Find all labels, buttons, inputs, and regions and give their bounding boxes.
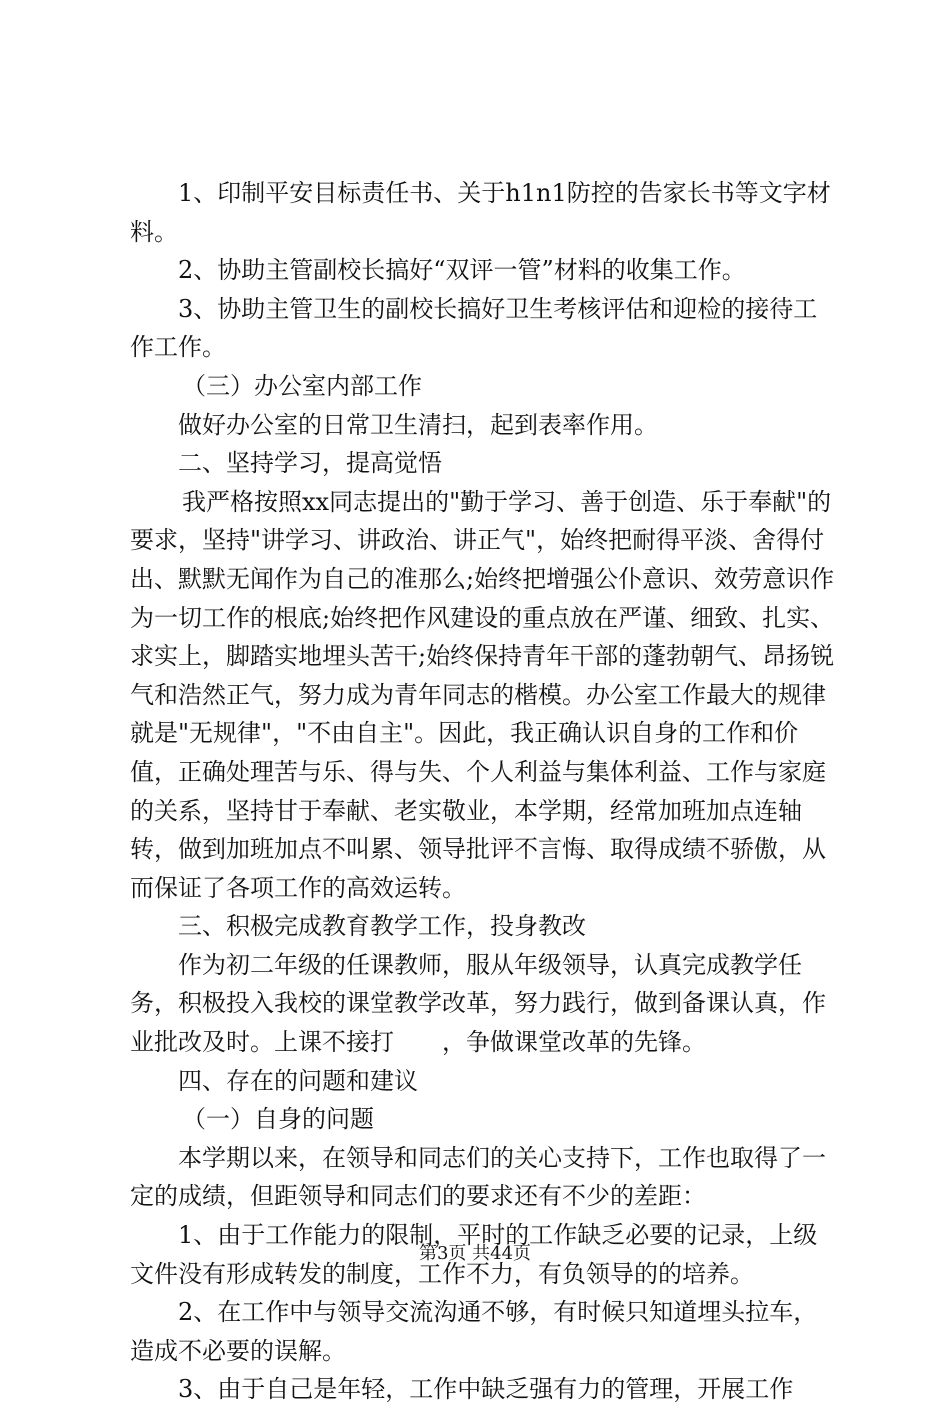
paragraph-problems-intro: 本学期以来，在领导和同志们的关心支持下，工作也取得了一定的成绩，但距领导和同志们的要求还有不少的差距： [130,1143,826,1211]
page-number-footer: 第3页 共44页 [418,1243,532,1264]
paragraph-item-1: 1、印制平安目标责任书、关于h1n1防控的告家长书等文字材料。 [130,179,831,246]
problem-item-1: 1、由于工作能力的限制，平时的工作缺乏必要的记录，上级文件没有形成转发的制度，工作不力，有负领导的的培养。 [130,1221,818,1288]
section-heading-study: 二、坚持学习，提高觉悟 [178,449,442,478]
paragraph-office-cleaning: 做好办公室的日常卫生清扫，起到表率作用。 [178,410,658,439]
section-heading-problems: 四、存在的问题和建议 [178,1066,418,1095]
paragraph-item-3: 3、协助主管卫生的副校长搞好卫生考核评估和迎检的接待工作工作。 [130,294,818,362]
section-heading-office-internal: （三）办公室内部工作 [182,371,422,400]
paragraph-study: 我严格按照xx同志提出的"勤于学习、善于创造、乐于奉献"的要求，坚持"讲学习、讲政治、讲正气"，始终把耐得平淡、舍得付出、默默无闻作为自己的准那么;始终把增强公仆意识、效劳意识作为一切工作的根底;始终把作风建设的重点放在严谨、细致、扎实、求实上，脚踏实地埋头苦干;始终保持青年干部的蓬勃朝气、昂扬锐气和浩然正气，努力成为青年同志的楷模。办公室工作最大的规律就是"无规律"，"不由自主"。因此，我正确认识自身的工作和价值，正确处理苦与乐、得与失、个人利益与集体利益、工作与家庭的关系，坚持甘于奉献、老实敬业，本学期，经常加班加点连轴转，做到加班加点不叫累、领导批评不言悔、取得成绩不骄傲，从而保证了各项工作的高效运转。 [130,487,835,902]
document-body [130,174,835,1409]
paragraph-item-2: 2、协助主管副校长搞好“双评一管”材料的收集工作。 [178,256,746,285]
paragraph-teaching: 作为初二年级的任课教师，服从年级领导，认真完成教学任务，积极投入我校的课堂教学改革，努力践行，做到备课认真，作业批改及时。上课不接打 ，争做课堂改革的先锋。 [130,950,826,1057]
section-heading-teaching: 三、积极完成教育教学工作，投身教改 [178,912,586,941]
problem-item-2: 2、在工作中与领导交流沟通不够，有时候只知道埋头拉车，造成不必要的误解。 [130,1298,818,1365]
problem-item-3: 3、由于自己是年轻，工作中缺乏强有力的管理，开展工作 [178,1375,794,1404]
section-heading-own-problems: （一）自身的问题 [182,1105,374,1134]
